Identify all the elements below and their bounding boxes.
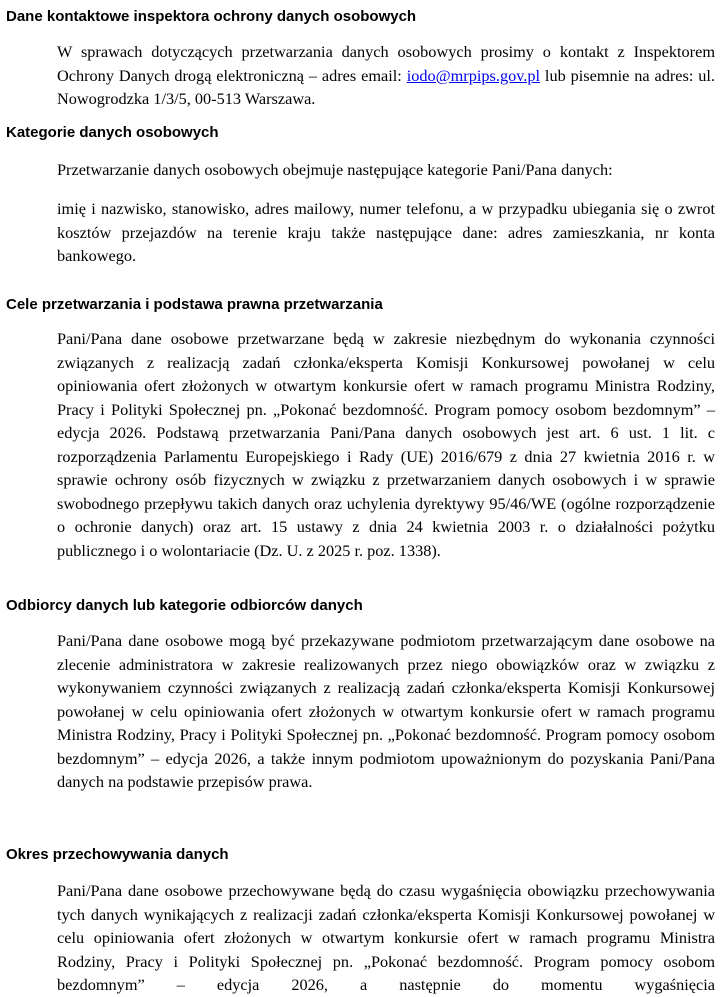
heading-purposes-legal-basis: Cele przetwarzania i podstawa prawna przetwarzania <box>6 296 383 313</box>
heading-retention-period: Okres przechowywania danych <box>6 846 229 863</box>
heading-contact-inspector: Dane kontaktowe inspektora ochrony danych osobowych <box>6 8 417 25</box>
contact-text-after: lub pisemnie na adres: ul. Nowogrodzka 1/3/5, 00-513 Warszawa. <box>57 65 716 108</box>
contact-text-before: W sprawach dotyczących przetwarzania danych osobowych prosimy o kontakt z Inspektorem Ochrony Danych drogą elektroniczną – adres email: <box>57 42 715 85</box>
heading-data-categories: Kategorie danych osobowych <box>6 124 219 141</box>
paragraph-purposes-legal-basis: Pani/Pana dane osobowe przetwarzane będą w zakresie niezbędnym do wykonania czynności związanych z realizacją zadań członka/eksperta Komisji Konkursowej powołanej w celu opiniowania ofert złożonych w otwartym konkursie ofert w ramach programu Ministra Rodziny, Pracy i Polityki Społecznej pn. „Pokonać bezdomność. Program pomocy osobom bezdomnym” – edycja 2026. Podstawą przetwarzania Pani/Pana danych osobowych jest art. 6 ust. 1 lit. c rozporządzenia Parlamentu Europejskiego i Rady (UE) 2016/679 z dnia 27 kwietnia 2016 r. w sprawie ochrony osób fizycznych w związku z przetwarzaniem danych osobowych i w sprawie swobodnego przepływu takich danych oraz uchylenia dyrektywy 95/46/WE (ogólne rozporządzenie o ochronie danych) oraz art. 15 ustawy z dnia 24 kwietnia 2003 r. o działalności pożytku publicznego i o wolontariacie (Dz. U. z 2025 r. poz. 1338). <box>57 329 715 560</box>
paragraph-contact-inspector <box>57 40 715 111</box>
heading-recipients: Odbiorcy danych lub kategorie odbiorców danych <box>6 597 363 614</box>
email-link[interactable]: iodo@mrpips.gov.pl <box>406 65 541 85</box>
paragraph-categories-list: imię i nazwisko, stanowisko, adres mailowy, numer telefonu, a w przypadku ubiegania się o zwrot kosztów przejazdów na terenie kraju także następujące dane: adres zamieszkania, nr konta bankowego. <box>57 199 715 265</box>
paragraph-retention-period: Pani/Pana dane osobowe przechowywane będą do czasu wygaśnięcia obowiązku przechowywania tych danych wynikających z realizacji zadań członka/eksperta Komisji Konkursowej powołanej w celu opiniowania ofert złożonych w otwartym konkursie ofert w ramach programu Ministra Rodziny, Pracy i Polityki Społecznej pn. „Pokonać bezdomność. Program pomocy osobom bezdomnym” – edycja 2026, a następnie do momentu wygaśnięcia <box>57 881 715 994</box>
paragraph-categories-intro: Przetwarzanie danych osobowych obejmuje następujące kategorie Pani/Pana danych: <box>57 160 613 179</box>
paragraph-recipients: Pani/Pana dane osobowe mogą być przekazywane podmiotom przetwarzającym dane osobowe na zlecenie administratora w zakresie realizowanych przez niego obowiązków oraz w związku z wykonywaniem czynności związanych z realizacją zadań członka/eksperta Komisji Konkursowej powołanej w celu opiniowania ofert złożonych w otwartym konkursie ofert w ramach programu Ministra Rodziny, Pracy i Polityki Społecznej pn. „Pokonać bezdomność. Program pomocy osobom bezdomnym” – edycja 2026, a także innym podmiotom upoważnionym do pozyskania Pani/Pana danych na podstawie przepisów prawa. <box>57 631 715 791</box>
